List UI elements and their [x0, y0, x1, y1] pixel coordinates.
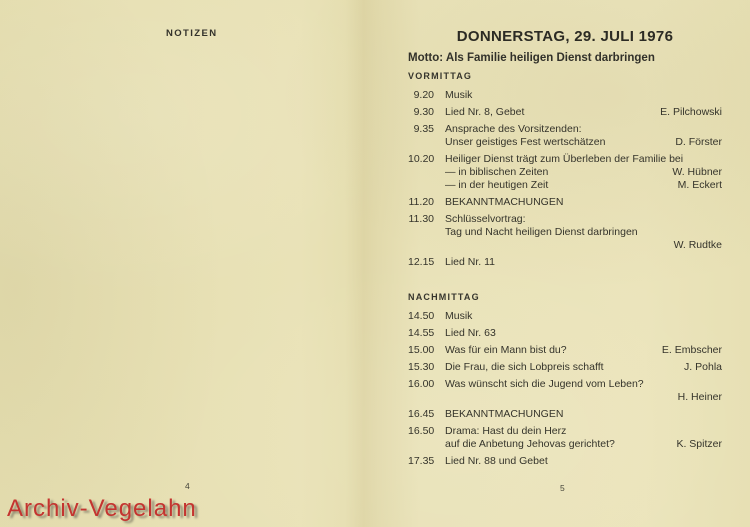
schedule: [408, 72, 722, 468]
agenda-text: Lied Nr. 63: [445, 327, 496, 339]
speaker-name: J. Pohla: [684, 361, 722, 373]
time-cell: 9.35: [413, 123, 434, 135]
time-cell: 14.50: [408, 310, 435, 322]
motto-line: Motto: Als Familie heiligen Dienst darbringen: [408, 52, 655, 64]
agenda-line: [445, 153, 722, 166]
time-cell: 11.20: [408, 196, 434, 208]
program-page: [408, 29, 722, 472]
schedule-row: [408, 256, 722, 269]
agenda-line: [445, 196, 722, 209]
agenda-text: Unser geistiges Fest wertschätzen: [445, 136, 606, 148]
agenda-text: BEKANNTMACHUNGEN: [445, 196, 564, 208]
speaker-name: D. Förster: [675, 136, 722, 148]
speaker-name: K. Spitzer: [676, 438, 722, 450]
agenda-line: [445, 438, 722, 451]
agenda-cell: [445, 408, 722, 421]
agenda-text: auf die Anbetung Jehovas gerichtet?: [445, 438, 615, 450]
notizen-heading: NOTIZEN: [166, 28, 218, 39]
agenda-text: Schlüsselvortrag:: [445, 213, 526, 225]
agenda-text: Tag und Nacht heiligen Dienst darbringen: [445, 226, 638, 238]
archive-watermark: Archiv-Vegelahn: [7, 495, 197, 522]
schedule-row: [408, 153, 722, 192]
agenda-cell: [445, 378, 722, 404]
agenda-cell: [445, 327, 722, 340]
time-cell: 16.00: [408, 378, 435, 390]
speaker-name: W. Rudtke: [673, 239, 722, 251]
agenda-line: [445, 89, 722, 102]
schedule-row: [408, 378, 722, 404]
speaker-name: E. Embscher: [661, 344, 722, 356]
agenda-line: [445, 361, 722, 374]
schedule-row: [408, 408, 722, 421]
agenda-text: Was wünscht sich die Jugend vom Leben?: [445, 378, 644, 390]
agenda-cell: [445, 106, 722, 119]
time-cell: 10.20: [408, 153, 435, 165]
agenda-cell: [445, 310, 722, 323]
agenda-line: [445, 310, 722, 323]
agenda-line: [445, 378, 722, 391]
agenda-line: [445, 425, 722, 438]
agenda-text: — in der heutigen Zeit: [445, 179, 549, 191]
schedule-row: [408, 344, 722, 357]
agenda-text: BEKANNTMACHUNGEN: [445, 408, 564, 420]
agenda-cell: [445, 455, 722, 468]
agenda-line: [445, 179, 722, 192]
section-label: VORMITTAG: [408, 71, 473, 81]
agenda-line: [445, 123, 722, 136]
agenda-cell: [445, 123, 722, 149]
agenda-cell: [445, 361, 722, 374]
time-cell: 16.45: [408, 408, 435, 420]
section-label: NACHMITTAG: [408, 292, 480, 302]
agenda-cell: [445, 213, 722, 252]
speaker-name: M. Eckert: [677, 179, 722, 191]
schedule-row: [408, 89, 722, 102]
agenda-cell: [445, 196, 722, 209]
day-title: DONNERSTAG, 29. JULI 1976: [456, 28, 674, 45]
agenda-line: [445, 455, 722, 468]
agenda-line: [445, 226, 722, 239]
time-cell: 17.35: [408, 455, 435, 467]
agenda-line: [445, 239, 722, 252]
schedule-row: [408, 455, 722, 468]
agenda-line: [445, 166, 722, 179]
agenda-line: [445, 391, 722, 404]
time-cell: 14.55: [408, 327, 435, 339]
schedule-row: [408, 425, 722, 451]
schedule-row: [408, 123, 722, 149]
time-cell: 15.00: [408, 344, 435, 356]
agenda-text: Musik: [445, 310, 473, 322]
agenda-text: Lied Nr. 8, Gebet: [445, 106, 525, 118]
time-cell: 9.20: [413, 89, 434, 101]
schedule-row: [408, 327, 722, 340]
agenda-line: [445, 213, 722, 226]
schedule-row: [408, 361, 722, 374]
agenda-text: Musik: [445, 89, 473, 101]
speaker-name: H. Heiner: [677, 391, 722, 403]
agenda-text: — in biblischen Zeiten: [445, 166, 549, 178]
agenda-cell: [445, 89, 722, 102]
agenda-cell: [445, 344, 722, 357]
schedule-row: [408, 196, 722, 209]
agenda-line: [445, 106, 722, 119]
schedule-section: [408, 293, 722, 468]
time-cell: 12.15: [408, 256, 435, 268]
page-number-left: 4: [185, 481, 190, 491]
agenda-cell: [445, 256, 722, 269]
agenda-text: Ansprache des Vorsitzenden:: [445, 123, 582, 135]
agenda-text: Die Frau, die sich Lobpreis schafft: [445, 361, 604, 373]
time-cell: 11.30: [408, 213, 434, 225]
agenda-text: Heiliger Dienst trägt zum Überleben der Familie bei: [445, 153, 684, 165]
agenda-line: [445, 344, 722, 357]
schedule-row: [408, 213, 722, 252]
agenda-text: Lied Nr. 88 und Gebet: [445, 455, 548, 467]
agenda-line: [445, 327, 722, 340]
schedule-row: [408, 310, 722, 323]
agenda-text: Was für ein Mann bist du?: [445, 344, 567, 356]
agenda-line: [445, 136, 722, 149]
time-cell: 16.50: [408, 425, 435, 437]
agenda-line: [445, 408, 722, 421]
agenda-cell: [445, 425, 722, 451]
agenda-line: [445, 256, 722, 269]
speaker-name: W. Hübner: [672, 166, 722, 178]
agenda-cell: [445, 153, 722, 192]
speaker-name: E. Pilchowski: [660, 106, 722, 118]
schedule-section: [408, 72, 722, 269]
agenda-text: Lied Nr. 11: [445, 256, 496, 268]
time-cell: 15.30: [408, 361, 435, 373]
agenda-text: Drama: Hast du dein Herz: [445, 425, 567, 437]
schedule-row: [408, 106, 722, 119]
time-cell: 9.30: [413, 106, 434, 118]
page-number-right: 5: [560, 483, 565, 493]
